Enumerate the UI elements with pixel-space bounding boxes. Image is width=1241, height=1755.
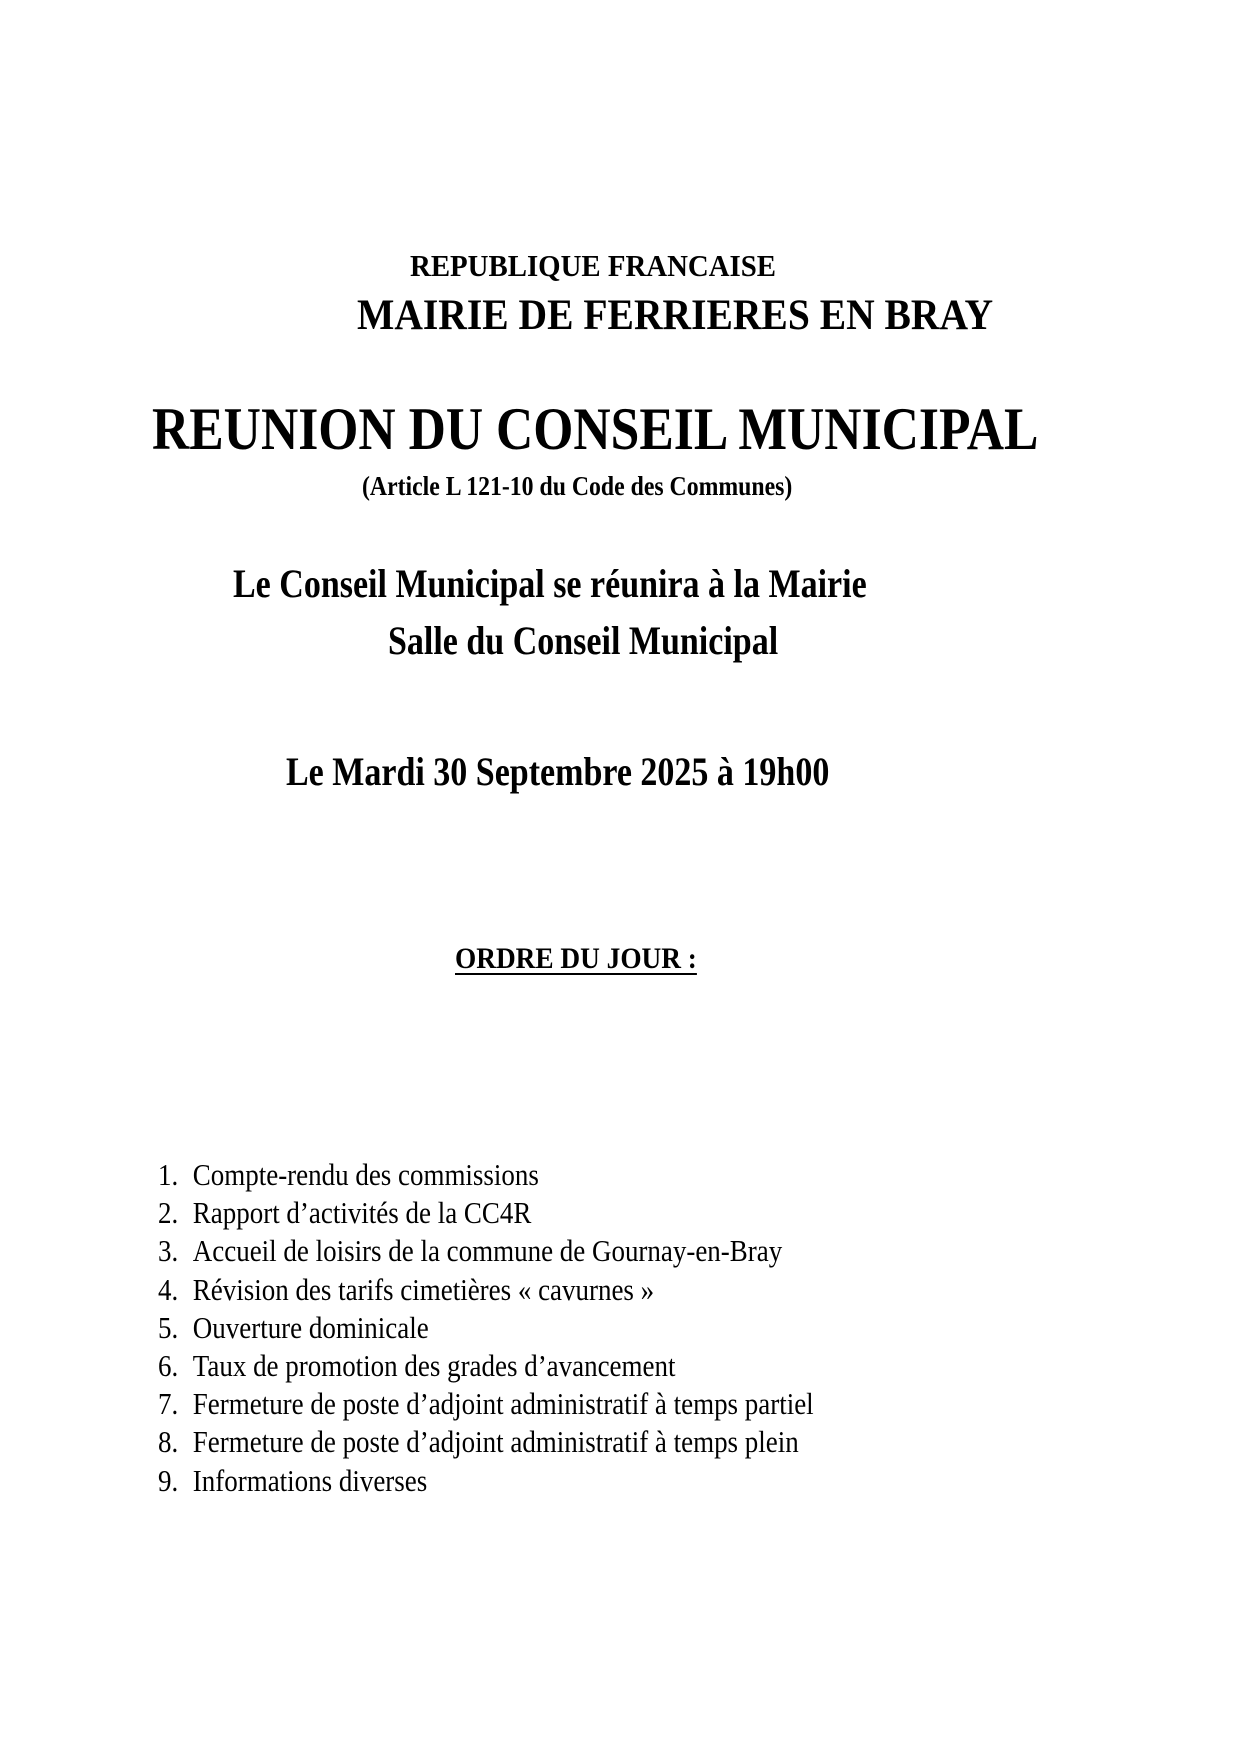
- agenda-item-number: 2.: [158, 1195, 179, 1231]
- agenda-item-number: 6.: [158, 1347, 179, 1383]
- agenda-item-label: Ouverture dominicale: [192, 1309, 429, 1345]
- agenda-item-number: 3.: [158, 1233, 179, 1269]
- agenda-item: [158, 1385, 814, 1423]
- agenda-item-number: 1.: [158, 1157, 179, 1192]
- page-title: REUNION DU CONSEIL MUNICIPAL: [152, 396, 1039, 462]
- agenda-item-label: Taux de promotion des grades d’avancement: [192, 1347, 676, 1383]
- legal-reference: (Article L 121-10 du Code des Communes): [362, 471, 793, 501]
- agenda-item-number: 5.: [158, 1309, 179, 1345]
- meeting-datetime: Le Mardi 30 Septembre 2025 à 19h00: [286, 749, 830, 794]
- agenda-item-label: Fermeture de poste d’adjoint administratif à temps plein: [192, 1424, 799, 1460]
- agenda-item: [158, 1156, 814, 1194]
- agenda-item: [158, 1194, 814, 1232]
- mairie-heading: MAIRIE DE FERRIERES EN BRAY: [357, 292, 994, 339]
- agenda-item-label: Compte-rendu des commissions: [192, 1157, 539, 1192]
- meeting-location-line-2: Salle du Conseil Municipal: [388, 618, 779, 663]
- agenda-item-label: Révision des tarifs cimetières « cavurnes »: [192, 1271, 655, 1307]
- agenda-item-number: 9.: [158, 1462, 179, 1498]
- agenda-item-label: Informations diverses: [192, 1462, 428, 1498]
- agenda-item: [158, 1462, 814, 1500]
- agenda-item: [158, 1232, 814, 1270]
- agenda-item: [158, 1309, 814, 1347]
- agenda-item: [158, 1423, 814, 1461]
- meeting-location-line-1: Le Conseil Municipal se réunira à la Mairie: [233, 561, 867, 606]
- agenda-item-label: Rapport d’activités de la CC4R: [192, 1195, 532, 1231]
- agenda-item-number: 8.: [158, 1424, 179, 1460]
- agenda-item-label: Accueil de loisirs de la commune de Gournay-en-Bray: [192, 1233, 783, 1269]
- agenda-item-label: Fermeture de poste d’adjoint administratif à temps partiel: [192, 1386, 814, 1422]
- agenda-item: [158, 1271, 814, 1309]
- agenda-item: [158, 1347, 814, 1385]
- republique-heading: REPUBLIQUE FRANCAISE: [410, 248, 777, 283]
- agenda-item-number: 4.: [158, 1271, 179, 1307]
- agenda-list: [158, 1156, 912, 1500]
- agenda-item-number: 7.: [158, 1386, 179, 1422]
- agenda-heading: ORDRE DU JOUR :: [455, 942, 697, 975]
